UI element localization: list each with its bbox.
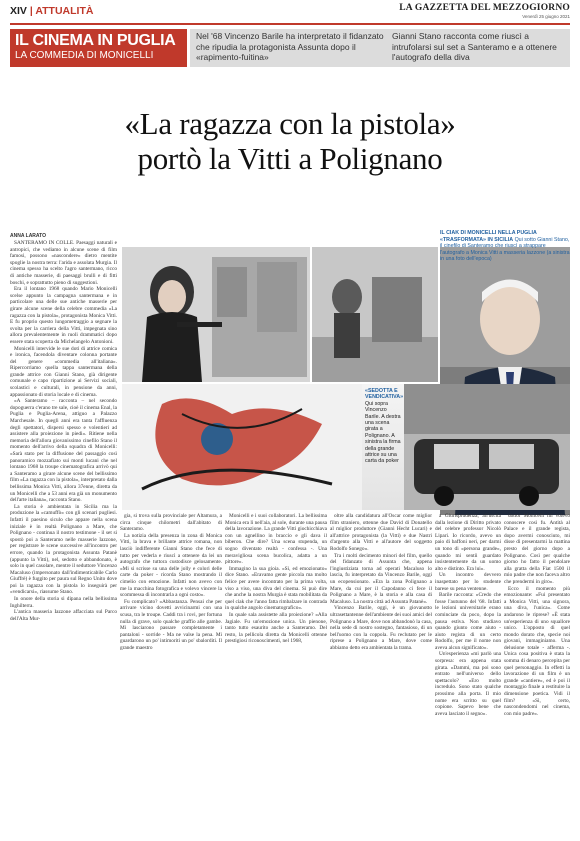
paragraph: L'antica masseria Iazzone affacciata sul Parco dell'Alta Mur- [10, 609, 117, 622]
section-banner [10, 29, 187, 67]
photo-monica-vitti-period [312, 247, 438, 382]
caption-middle [365, 388, 404, 465]
paragraph: Barile racconta: «Credo che fosse l'autunno del '68. Infatti le lezioni universitarie erano cominciate da poco, dopo la pausa estiva. Non studiavo quando giunto come aiuto - aiuto regista di un certo Rodolfo, per me il nome non aveva alcun significato». [435, 592, 501, 651]
paragraph: La notizia della presenza in zona di Monica Vitti, la brava e brillante attrice romana, non lasciò indifferente Gianni Stano che fece di tutto per vederla e riuscì a ottenere da lei un autografo che tuttora custodisce gelosamente. «Mi si scrisse su una delle jolly e colori delle carte da poker - ricorda Stano mostrando il cimelio con emozione. Infatti non avevo con me la macchina fotografica e volevo vincere la scommessa di incontrarla a ogni costo». [120, 532, 222, 599]
card-illustration [122, 384, 362, 510]
paragraph: In onore della storia si dipana nella bellissima Inghilterra. [10, 596, 117, 609]
article-column-2 [120, 513, 222, 836]
paragraph: gia, si trova sulla provinciale per Altamura, a circa cinque chilometri dall'abitato di Santeramo. [120, 513, 222, 533]
article-column-1 [10, 240, 117, 836]
article-column-6 [504, 513, 570, 836]
paragraph: La storia è ambientata in Sicilia ma la produzione la «camuffò» con gli scenari pugliesi. Infatti il paesino siculo che appare nella scena iniziale è in realtà Polignano a Mare, che Polignano - continua il nostro testimone - il set si spostò poi a Santeramo nelle masserie Iazzone, per registrare le scene successive all'incontro per errore, quando la protagonista Assunta Patanè (appunto la Vitti), nel, sedotto e abbandonato, è solo in quel casolare, mentre il seduttore Vincenzo Macaluso (impersonato dall'indimenticabile Carlo Giuffrè) è fuggito per paura sul Regno Unito dove poi la ragazza con la pistola lo inseguirà per «vendicarsi», riassume Stano. [10, 503, 117, 596]
section-name: ATTUALITÀ [35, 5, 94, 17]
photo-polignano-scene [404, 384, 570, 510]
header-rule [10, 23, 570, 25]
caption-top-right [440, 230, 570, 263]
paragraph: Un incontro devvero inaspettato per lo studente barese su pena ventenne. [435, 572, 501, 592]
paragraph: SANTERAMO IN COLLE. Paesaggi naturali e antropici, che vediamo in alcune scene di film famosi, possono «nascondere» dietro mentite spoglie la nostra terra: l'arida e assolata Murgia. Il cinema spesso ha scelto l'agro santermano, ricco di antiche masserie, di paesaggi brulli e di fitti boschi, e soprattutto pieno di suggestioni. [10, 240, 117, 286]
photo-illustration-2 [312, 247, 438, 382]
article-column-3 [225, 513, 327, 836]
photo-illustration [122, 247, 310, 382]
caption-top-right-text: Qui sotto Gianni Stano, il cinefilo di Santeramo che riuscì a strappare l'autografo a Monica Vitti a masseria Iazzone (a sinistra in una foto dell'epoca) [440, 236, 570, 262]
paragraph: Monicelli intervide le sue doti di attrice comica e ironica, facendola diventare colonna portante del genere «commedia all'italiana». Ripercorriamo quella tappa santermana della grande attrice con Gianni Stano, già dirigente comunale e capo ripartizione ai Servizi sociali, scolastici e culturali, in pensione da anni, appassionato di storia locale e di cinema. [10, 345, 117, 398]
photo-monica-vitti-pistol [122, 247, 310, 382]
paragraph: Fu complicato? «Abbastanza. Pensai che per arrivare vicino dovetti avvicinarmi con una scusa, tra le troupe. Caddi tra i rovi, per fortuna nulla di grave, solo qualche graffio alle gambe. Mi lasciarono passare completamente i pantaloni - sorride - Ma ne valse la pena. Mi guardarono un po' intimoriti un po' sbalorditi. Il grande maestro [120, 598, 222, 651]
paragraph: oltre alla candidatura all'Oscar come miglior film straniero, ottenne due David di Donatello al miglior produttore (Gianni Hecht Lucari) e all'attrice protagonista (la Vitti) e due Nastri d'argento alla Vitti e all'autore del soggetto Rodolfo Sonego». [330, 513, 432, 552]
paragraph: a Giurisprudenza, all'uscita dalla lezione di Diritto privato del celebre professor Nicolò Lipari. Io ricordo, avevo un paio di baffoni neri, per darmi un tono di «persona grande», quando mi sentii guardato insistentemente da un uomo alto e distinto. Era lui». [435, 513, 501, 572]
paragraph: dottor Monicelli mi volevo conoscere così fu. Antità al Palace e il grande regista, dopo avermi conosciuto, mi disse di presentarmi la mattina presto del giorno dopo a Polignano. Così per qualche giorno ho fatto il pendolare alla gratta della Fiat 1500 il mio padre che non faceva altro che prendermi in giro». [504, 513, 570, 585]
article-column-5 [435, 513, 501, 836]
caption-middle-kicker: «SEDOTTA E VENDICATIVA» [365, 388, 404, 401]
paragraph: Immagino la sua gioia. «Sì, ed emozionato» dice Stano. «Eravamo gente piccola ma molto felice per avere incontrato per la prima volta, viso a viso, una diva del cinema. Si può dire che anche la nostra Murgia è stata mobilitata da quel ciak che l'anno fatta rimbalzare in contrada in qualche angolo cinematografico». [225, 565, 327, 612]
teaser-barile: Nel '68 Vincenzo Barile ha interpretato il fidanzato che ripudia la protagonista Assunta dopo il «rapimento-fuitina» [196, 31, 384, 62]
paragraph: Era il lontano 1968 quando Mario Monicelli scelse appunto la campagna santermana e in particolare una delle sue antiche masserie per girare alcune scene della celebre commedia «La ragazza con la pistola», protagonista Monica Vitti. E fu proprio questo lungometraggio a segnare la svolta per la carriera della Vitti, impegnata sino allora prevalentemente in ruoli drammatici dopo essere stata scoperta da Michelangelo Antonioni. [10, 286, 117, 345]
paragraph: Vincenzo Barile, oggi, è un giovanotto ultrasettantenne dell'ambiente dei suoi amici del Polignano a Mare, dove non abbandonò la casa, nella sede di nostro sostegno, fantasioso, di un bell'uomo con la coppola. Fu reclutato per le riprese a Polignano a Mare, dove come abbiamo detto era ambientata la trama. [330, 605, 432, 651]
caption-middle-text: Qui sopra Vincenzo Barile. A destra una scena girata a Polignano. A sinistra la firma della grande attrice su una carta da poker [365, 400, 401, 465]
teaser-stano: Gianni Stano racconta come riuscì a intrufolarsi sul set a Santeramo e a ottenere l'autografo della diva [392, 31, 557, 62]
page-number: XIV [10, 5, 27, 17]
paragraph: Monicelli e i suoi collaboratori. La bellissima Monica era lì nell'aia, al sole, durante una pausa della lavorazione. La grande Vitti giochicchiava con un agnellino in braccio e gli dava il biberon. Che dire? Una scena stupenda, un sogno diventato realtà - confessa -. Una meravigliosa scena bucolica, adatta a un pittore». [225, 513, 327, 566]
banner-subtitle: LA COMMEDIA DI MONICELLI [15, 50, 154, 61]
banner-title: IL CINEMA IN PUGLIA [15, 32, 176, 49]
paragraph: «A Santeramo – racconta – nel secondo dopoguerra c'erano tre sale, cioè il cinema Enal, la Puglia e Puglia-Arena, attiguo a Palazzo Marchesale. In quegli anni era tanta l'affluenza degli spettatori, dispersi spesso e volentieri ad assistere alla proiezione in piedi». Ritiene nella memoria dell'allora giovanissimo cinefilo Stano il momento dell'arrivo della squadra di Monicelli: «Sarà stato per la diffusione del passaggio così panoramico mozzafiato sui monti lucani che nel lontano 1968 la troupe cinematografica arrivò qui a Santeramo a girare alcune scene del bellissimo film «La ragazza con la pistola», interpretato dalla bellissima Monica Vitti, allora 37enne, diretta da un Monicelli che a 53 anni era già un monumento dell'arte italiana», racconta Stano. [10, 398, 117, 504]
paragraph: Tra i molti decimento minori del film, quello del fidanzato di Assunta che, appena l'ingiustiziata torna ad operati Macaluso lo lascia, fu interpretato da Vincenzo Barile, oggi un ecopensionato. «Era la zona Polignano a Mare, da cui per il Capodanno ci fece il Polignano a Mare, è la storia e alla casa di Macaluso. La nostra città ad Assunta Patanè». [330, 552, 432, 605]
paragraph: Ecco il momento più emozionante: «Fui presentato a Monica Vitti, una signora, una diva, l'unica». Come andarono le riprese? «È stata un'esperienza di uno squallore unico. L'opposto di quel mondo dorato che, specie noi giovani, immaginiamo. Una delusione totale - afferma -. Unica cosa positiva è stata la somma di denaro percepita per quel personaggio. In effetti la lavorazione di un film è un grande «cantiere», ed è poi il montaggio finale a restituire la dimensione poetica. Vidi il film? «Sì, certo, nascondendomi nel cinema, con mio padre». [504, 585, 570, 717]
article-column-4 [330, 513, 432, 836]
headline-line-2: portò la Vitti a Polignano [137, 141, 443, 176]
byline: ANNA LARATO [10, 233, 47, 239]
newspaper-name: LA GAZZETTA DEL MEZZOGIORNO [399, 3, 570, 13]
paragraph: In quale sala assistette alla proiezione? «Alla Jagiale. Fu un'emozione unica. Un pienone, tanto tutto esaurito anche a Santeramo. Del resto, la pellicola diretta da Monicelli ottenne prestigiosi riconoscimenti, nel 1968, [225, 611, 327, 645]
headline-line-1: «La ragazza con la pistola» [124, 106, 456, 141]
paragraph: Un'esperienza «mi parlò una sorpresa: era appena stata girata. «Dammi, ma poi sono entrato nell'universo dello spettacolo? «Ero molto incredulo. Sono stato qualche prossimo alla porta. Il mio nome era scritto su quel copione. Sapevo bene che aveva lasciato il segno». [435, 651, 501, 717]
car-scene-illustration [404, 384, 570, 510]
headline [10, 106, 570, 176]
caption-top-right-kicker: IL CIAK DI MONICELLI NELLA PUGLIA «TRASFORMATA» IN SICILIA [440, 230, 537, 243]
issue-date: Venerdì 25 giugno 2021 [522, 14, 570, 19]
section-label: XIV | ATTUALITÀ [10, 5, 94, 17]
